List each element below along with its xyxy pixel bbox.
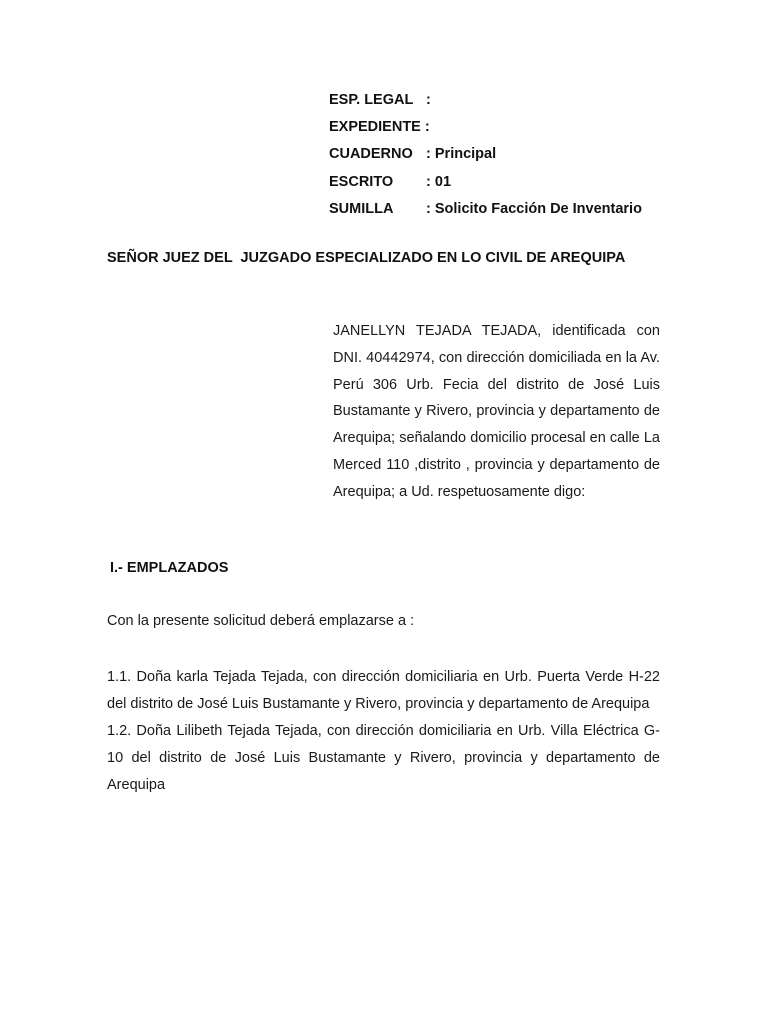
header-value <box>425 116 430 143</box>
header-value <box>426 198 642 225</box>
header-label: ESCRITO <box>329 173 394 190</box>
case-header <box>329 89 729 225</box>
header-value-text: Principal <box>434 146 497 163</box>
header-label: CUADERNO <box>329 146 413 163</box>
header-separator: : <box>424 119 430 136</box>
header-row-expediente <box>329 116 729 143</box>
list-item: 1.2. Doña Lilibeth Tejada Tejada, con dirección domiciliaria en Urb. Villa Eléctrica G-10 del distrito de José Luis Bustamante y Rivero, provincia y departamento de Arequipa <box>107 723 660 793</box>
header-label: SUMILLA <box>329 200 394 217</box>
list-item: 1.1. Doña karla Tejada Tejada, con dirección domiciliaria en Urb. Puerta Verde H-22 del distrito de José Luis Bustamante y Rivero, provincia y departamento de Arequipa <box>107 669 660 712</box>
header-separator: : <box>426 173 431 190</box>
header-value <box>426 89 431 116</box>
header-separator: : <box>426 92 431 108</box>
header-separator: : <box>426 146 431 163</box>
header-row-cuaderno <box>329 143 729 170</box>
header-separator: : <box>426 200 431 217</box>
header-label: EXPEDIENTE <box>329 119 421 136</box>
emplazados-list <box>107 664 660 799</box>
header-value-text: Solicito Facción De Inventario <box>434 200 642 217</box>
header-value-text: 01 <box>434 173 452 190</box>
header-value <box>426 143 496 170</box>
addressee-line: SEÑOR JUEZ DEL JUZGADO ESPECIALIZADO EN LO CIVIL DE AREQUIPA <box>107 250 626 266</box>
header-value <box>426 171 451 198</box>
petitioner-introduction: JANELLYN TEJADA TEJADA, identificada con DNI. 40442974, con dirección domiciliada en la Av. Perú 306 Urb. Fecia del distrito de José Luis Bustamante y Rivero, provincia y departamento de Arequipa; señalando domicilio procesal en calle La Merced 110 ,distrito , provincia y departamento de Arequipa; a Ud. respetuosamente digo: <box>333 323 660 500</box>
section-heading-emplazados: I.- EMPLAZADOS <box>110 560 229 576</box>
header-row-escrito <box>329 171 729 198</box>
header-label: ESP. LEGAL <box>329 92 414 108</box>
header-row-sumilla <box>329 198 729 225</box>
header-row-esp-legal <box>329 89 729 116</box>
section-lead-text: Con la presente solicitud deberá emplazarse a : <box>107 613 415 629</box>
